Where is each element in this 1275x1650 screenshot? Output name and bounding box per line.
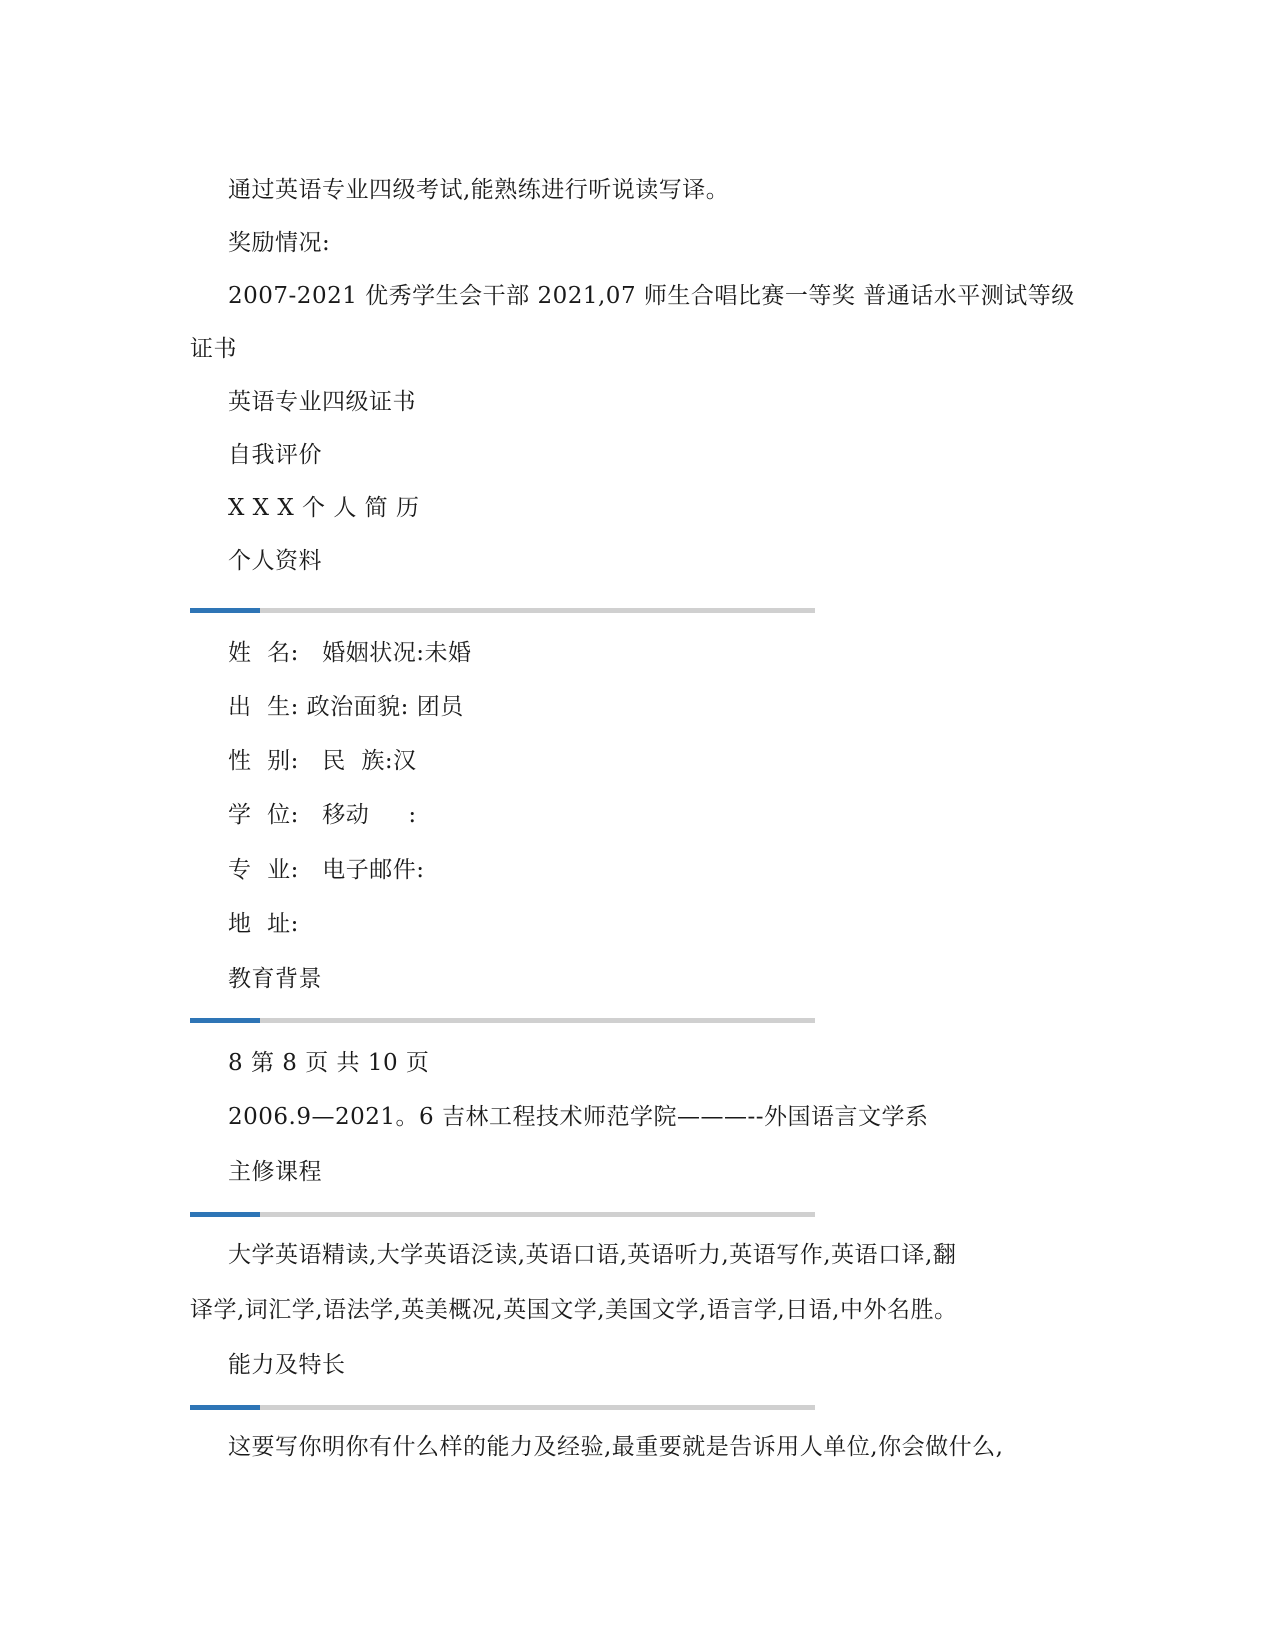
skills-line-1: 这要写你明你有什么样的能力及经验,最重要就是告诉用人单位,你会做什么, (228, 1434, 1004, 1460)
education-entry: 2006.9—2021。6 吉林工程技术师范学院———--外国语言文学系 (228, 1104, 929, 1130)
education-heading: 教育背景 (228, 966, 322, 992)
awards-heading: 奖励情况: (228, 230, 331, 256)
section-divider (190, 1405, 815, 1410)
awards-line-3: 英语专业四级证书 (228, 389, 416, 415)
awards-line-1: 2007-2021 优秀学生会干部 2021,07 师生合唱比赛一等奖 普通话水平测试等级 (228, 283, 1075, 309)
divider-accent (190, 608, 260, 613)
page-number: 8 第 8 页 共 10 页 (228, 1050, 430, 1076)
birth-row: 出 生: 政治面貌: 团员 (228, 694, 464, 720)
resume-title: X X X 个 人 简 历 (228, 495, 420, 521)
skills-heading: 能力及特长 (228, 1352, 346, 1378)
section-divider (190, 608, 815, 613)
courses-line-2: 译学,词汇学,语法学,英美概况,英国文学,美国文学,语言学,日语,中外名胜。 (190, 1297, 958, 1323)
cet4-line: 通过英语专业四级考试,能熟练进行听说读写译。 (228, 177, 730, 203)
personal-info-heading: 个人资料 (228, 548, 322, 574)
divider-accent (190, 1018, 260, 1023)
section-divider (190, 1018, 815, 1023)
name-row: 姓 名: 婚姻状况:未婚 (228, 640, 472, 666)
self-evaluation-heading: 自我评价 (228, 442, 322, 468)
address-row: 地 址: (228, 911, 299, 937)
divider-accent (190, 1212, 260, 1217)
divider-accent (190, 1405, 260, 1410)
awards-line-2: 证书 (190, 336, 237, 362)
courses-heading: 主修课程 (228, 1159, 322, 1185)
section-divider (190, 1212, 815, 1217)
major-row: 专 业: 电子邮件: (228, 857, 425, 883)
degree-row: 学 位: 移动 : (228, 802, 417, 828)
gender-row: 性 别: 民 族:汉 (228, 748, 417, 774)
courses-line-1: 大学英语精读,大学英语泛读,英语口语,英语听力,英语写作,英语口译,翻 (228, 1242, 957, 1268)
